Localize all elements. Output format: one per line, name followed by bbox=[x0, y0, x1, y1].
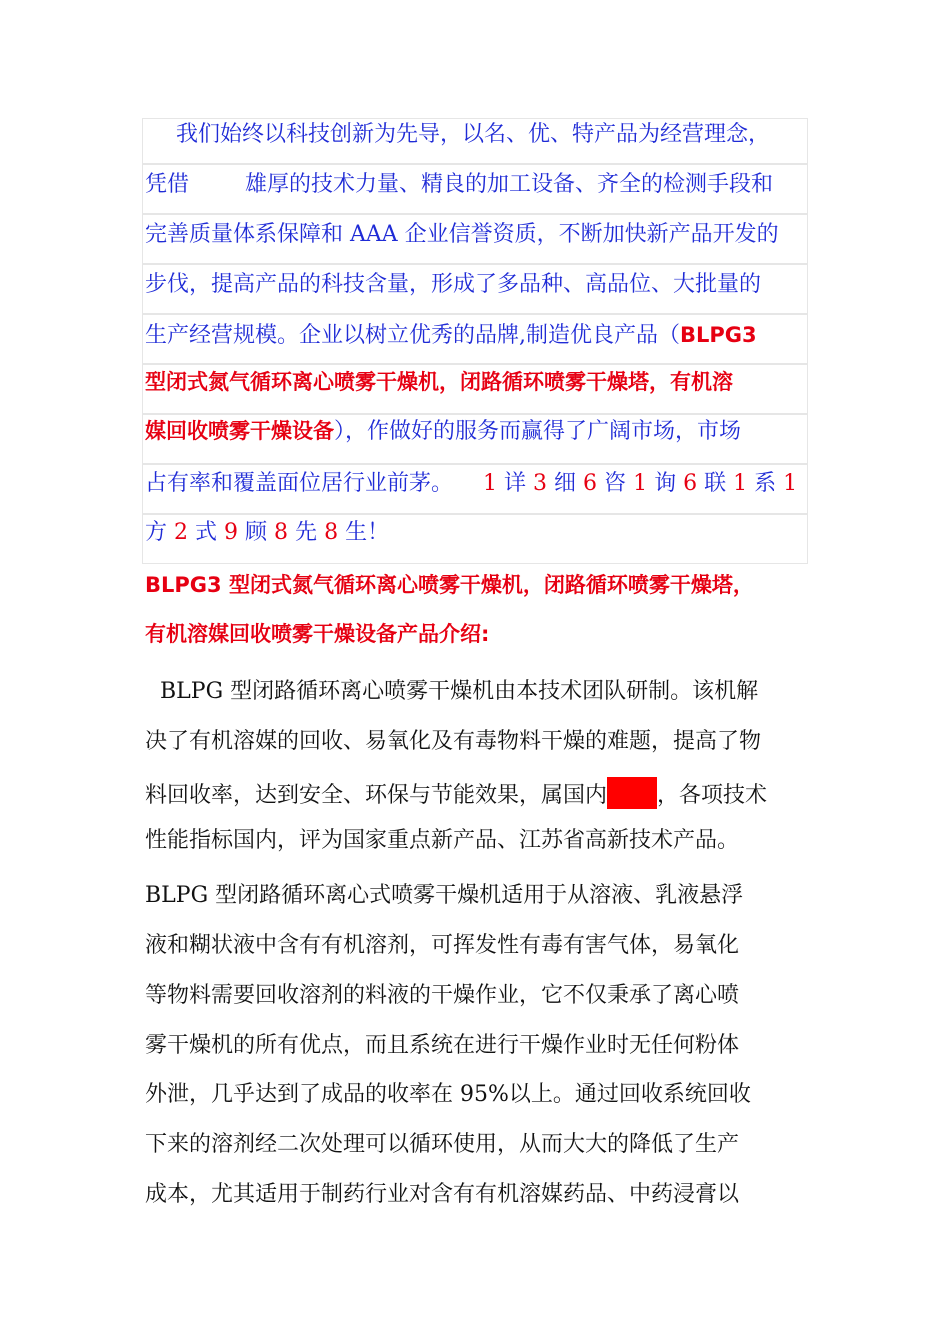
intro-line-8-text: 占有率和覆盖面位居行业前茅。 bbox=[145, 471, 454, 496]
intro-line-9 bbox=[145, 518, 389, 548]
para2-line-1: BLPG 型闭路循环离心式喷雾干燥机适用于从溶液、乳液悬浮 bbox=[145, 883, 744, 908]
product-name-start: BLPG3 bbox=[680, 323, 757, 347]
para1-line-3-text: 料回收率，达到安全、环保与节能效果，属国内 bbox=[145, 783, 608, 808]
contact-char: 询 bbox=[654, 471, 677, 496]
contact-digit: 9 bbox=[224, 520, 239, 545]
contact-char: 式 bbox=[195, 520, 218, 545]
intro-line-5-text: 生产经营规模。企业以树立优秀的品牌,制造优良产品（ bbox=[145, 323, 680, 348]
intro-line-6-product-name: 型闭式氮气循环离心喷雾干燥机，闭路循环喷雾干燥塔，有机溶 bbox=[145, 370, 733, 394]
contact-char: 咨 bbox=[604, 471, 627, 496]
contact-char: 详 bbox=[504, 471, 527, 496]
contact-char: 先 bbox=[295, 520, 318, 545]
intro-line-7-text: ），作做好的服务而赢得了广阔市场，市场 bbox=[334, 419, 742, 444]
para2-line-3: 等物料需要回收溶剂的料液的干燥作业，它不仅秉承了离心喷 bbox=[145, 983, 740, 1008]
contact-digit: 1 bbox=[733, 471, 748, 496]
para2-line-7: 成本，尤其适用于制药行业对含有有机溶媒药品、中药浸膏以 bbox=[145, 1182, 740, 1207]
contact-char: 方 bbox=[145, 520, 168, 545]
section-heading-line-2: 有机溶媒回收喷雾干燥设备产品介绍: bbox=[145, 622, 490, 646]
redaction-block bbox=[607, 777, 657, 809]
contact-digit: 2 bbox=[174, 520, 189, 545]
para2-line-2: 液和糊状液中含有有机溶剂，可挥发性有毒有害气体，易氧化 bbox=[145, 933, 740, 958]
contact-digit: 6 bbox=[683, 471, 698, 496]
contact-digit: 8 bbox=[324, 520, 339, 545]
contact-char: 生！ bbox=[345, 520, 390, 545]
intro-line-7 bbox=[145, 416, 741, 447]
contact-digit: 8 bbox=[274, 520, 289, 545]
intro-line-4: 步伐，提高产品的科技含量，形成了多品种、高品位、大批量的 bbox=[145, 272, 762, 297]
intro-line-2: 凭借 雄厚的技术力量、精良的加工设备、齐全的检测手段和 bbox=[145, 172, 773, 197]
contact-digit: 1 bbox=[783, 471, 798, 496]
product-name-end: 媒回收喷雾干燥设备 bbox=[145, 419, 334, 443]
contact-digit: 6 bbox=[583, 471, 598, 496]
para1-line-1: BLPG 型闭路循环离心喷雾干燥机由本技术团队研制。该机解 bbox=[160, 679, 759, 704]
para1-line-4: 性能指标国内，评为国家重点新产品、江苏省高新技术产品。 bbox=[145, 828, 740, 853]
contact-char: 顾 bbox=[245, 520, 268, 545]
para1-line-2: 决了有机溶媒的回收、易氧化及有毒物料干燥的难题，提高了物 bbox=[145, 729, 762, 754]
intro-line-8 bbox=[145, 469, 797, 499]
para2-line-5: 外泄，几乎达到了成品的收率在 95%以上。通过回收系统回收 bbox=[145, 1082, 751, 1107]
para1-line-3 bbox=[145, 777, 767, 811]
intro-line-5 bbox=[145, 320, 757, 351]
para2-line-6: 下来的溶剂经二次处理可以循环使用，从而大大的降低了生产 bbox=[145, 1132, 740, 1157]
contact-char: 细 bbox=[554, 471, 577, 496]
contact-char: 系 bbox=[754, 471, 777, 496]
para2-line-4: 雾干燥机的所有优点，而且系统在进行干燥作业时无任何粉体 bbox=[145, 1033, 740, 1058]
intro-line-3: 完善质量体系保障和 AAA 企业信誉资质，不断加快新产品开发的 bbox=[145, 222, 779, 247]
contact-digit: 1 bbox=[483, 471, 498, 496]
contact-digit: 3 bbox=[533, 471, 548, 496]
contact-digit: 1 bbox=[633, 471, 648, 496]
contact-char: 联 bbox=[704, 471, 727, 496]
para1-line-3-text-end: ，各项技术 bbox=[657, 783, 768, 808]
intro-line-1: 我们始终以科技创新为先导，以名、优、特产品为经营理念， bbox=[176, 122, 771, 147]
section-heading-line-1: BLPG3 型闭式氮气循环离心喷雾干燥机，闭路循环喷雾干燥塔， bbox=[145, 573, 754, 597]
